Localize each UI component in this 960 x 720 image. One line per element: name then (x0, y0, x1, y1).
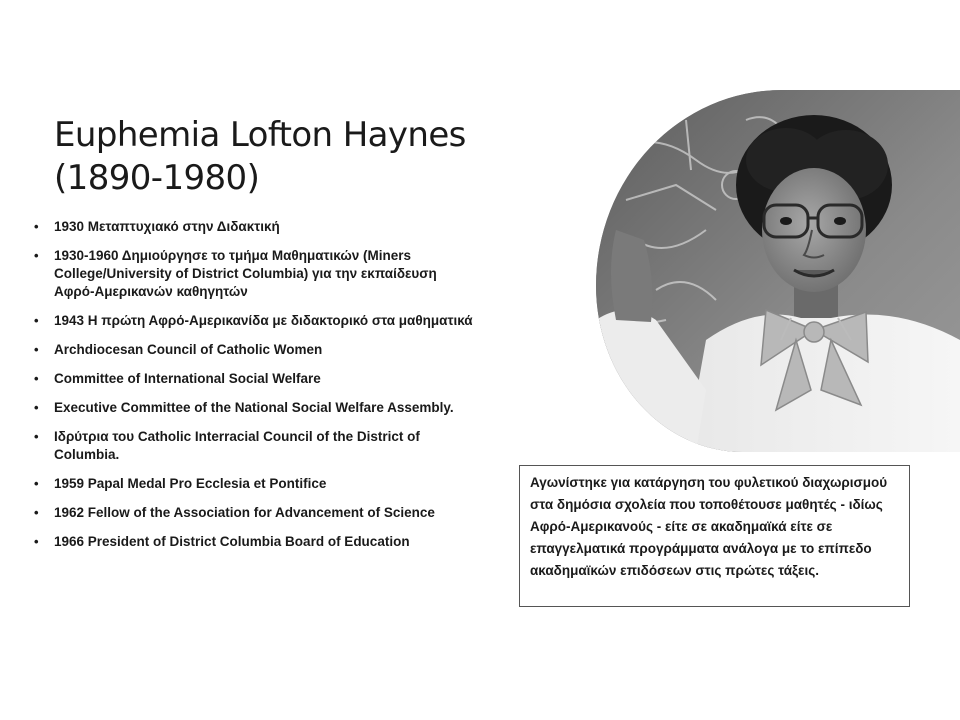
bullet-dot: • (34, 505, 39, 520)
title-years: (1890-1980) (54, 158, 260, 198)
bullet-text: Executive Committee of the National Social Welfare Assembly. (54, 400, 454, 415)
segregation-note-box (519, 465, 910, 607)
bullet-dot: • (34, 534, 39, 549)
bullet-item (34, 504, 474, 522)
bullet-text: 1959 Papal Medal Pro Ecclesia et Pontifice (54, 476, 327, 491)
bullet-dot: • (34, 400, 39, 415)
bullet-item (34, 247, 474, 301)
portrait-photo (596, 90, 960, 452)
bullet-list (34, 218, 474, 562)
bullet-text: Ιδρύτρια του Catholic Interracial Council of the District of Columbia. (54, 429, 420, 462)
bullet-item (34, 475, 474, 493)
bullet-dot: • (34, 429, 39, 444)
bullet-text: 1930 Μεταπτυχιακό στην Διδακτική (54, 219, 280, 234)
bullet-text: 1962 Fellow of the Association for Advancement of Science (54, 505, 435, 520)
bullet-text: 1966 President of District Columbia Board of Education (54, 534, 410, 549)
bullet-item (34, 370, 474, 388)
title-name: Euphemia Lofton Haynes (54, 115, 466, 155)
bullet-item (34, 218, 474, 236)
bullet-text: Archdiocesan Council of Catholic Women (54, 342, 323, 357)
bullet-item (34, 399, 474, 417)
bullet-text: Committee of International Social Welfare (54, 371, 321, 386)
bullet-dot: • (34, 248, 39, 263)
bullet-text: 1943 Η πρώτη Αφρό-Αμερικανίδα με διδακτορικό στα μαθηματικά (54, 313, 473, 328)
slide-title (54, 114, 504, 200)
note-text: Αγωνίστηκε για κατάργηση του φυλετικού διαχωρισμού στα δημόσια σχολεία που τοποθέτουσε μαθητές - ιδίως Αφρό-Αμερικανούς - είτε σε ακαδημαϊκά είτε σε επαγγελματικά προγράμματα ανάλογα με το επίπεδο ακαδημαϊκών επιδόσεων στις πρώτες τάξεις. (530, 475, 888, 578)
bullet-item (34, 533, 474, 551)
bullet-text: 1930-1960 Δημιούργησε το τμήμα Μαθηματικών (Miners College/University of District Columbia) για την εκπαίδευση Αφρό-Αμερικανών καθηγητών (54, 248, 437, 299)
bullet-dot: • (34, 342, 39, 357)
portrait-illustration (596, 90, 960, 452)
bullet-item (34, 341, 474, 359)
bullet-dot: • (34, 371, 39, 386)
bullet-dot: • (34, 219, 39, 234)
bullet-dot: • (34, 313, 39, 328)
bullet-item (34, 428, 474, 464)
bullet-item (34, 312, 474, 330)
bullet-dot: • (34, 476, 39, 491)
